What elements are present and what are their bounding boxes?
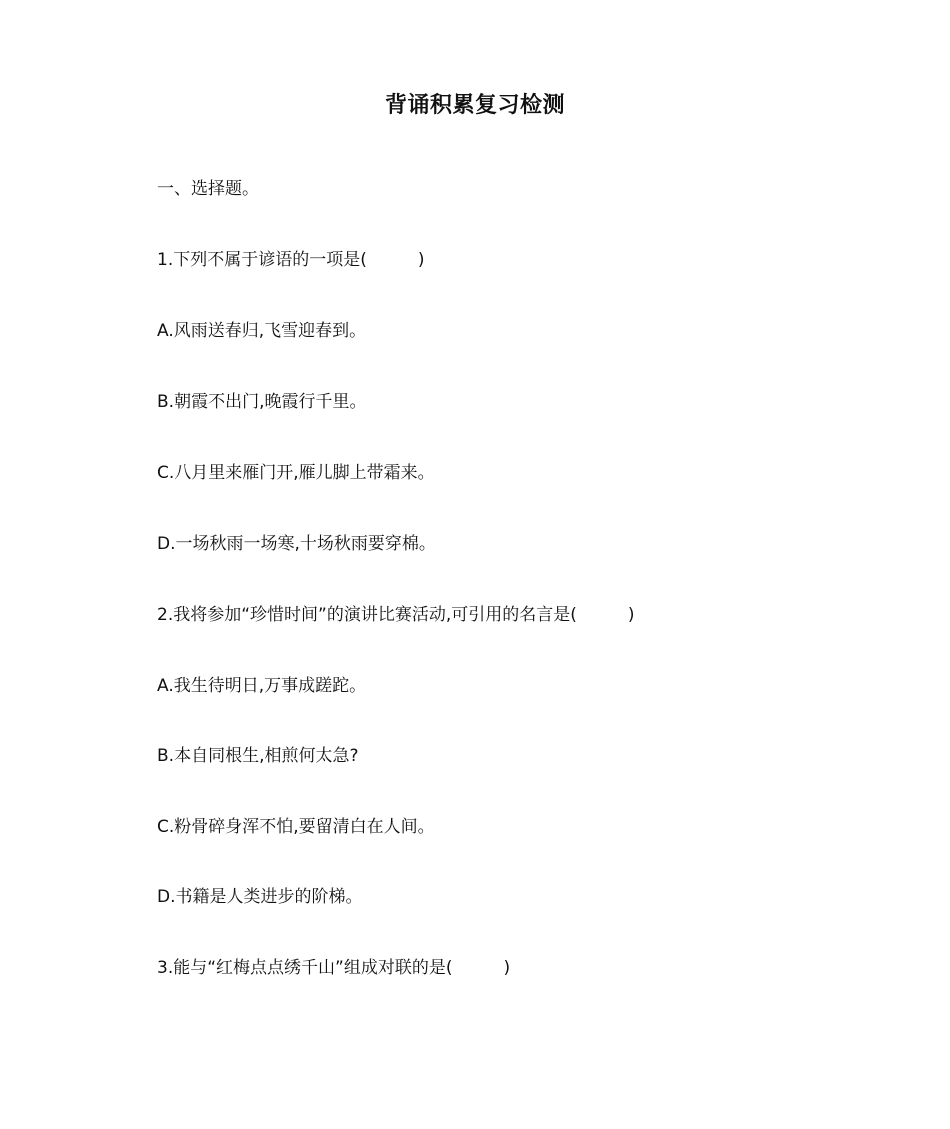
question-3-stem: 3.能与“红梅点点绣千山”组成对联的是( ) xyxy=(157,958,511,978)
question-2-option-a: A.我生待明日,万事成蹉跎。 xyxy=(157,676,367,696)
question-2-option-c: C.粉骨碎身浑不怕,要留清白在人间。 xyxy=(157,817,435,837)
question-1-option-a: A.风雨送春归,飞雪迎春到。 xyxy=(157,321,367,341)
question-2-option-d: D.书籍是人类进步的阶梯。 xyxy=(157,887,363,907)
question-1-stem: 1.下列不属于谚语的一项是( ) xyxy=(157,250,425,270)
question-1-option-c: C.八月里来雁门开,雁儿脚上带霜来。 xyxy=(157,463,435,483)
section-heading: 一、选择题。 xyxy=(157,179,259,199)
document-title: 背诵积累复习检测 xyxy=(384,93,565,118)
question-1-option-d: D.一场秋雨一场寒,十场秋雨要穿棉。 xyxy=(157,534,436,554)
question-1-option-b: B.朝霞不出门,晚霞行千里。 xyxy=(157,392,367,412)
question-2-option-b: B.本自同根生,相煎何太急? xyxy=(157,746,359,766)
question-2-stem: 2.我将参加“珍惜时间”的演讲比赛活动,可引用的名言是( ) xyxy=(157,605,635,625)
